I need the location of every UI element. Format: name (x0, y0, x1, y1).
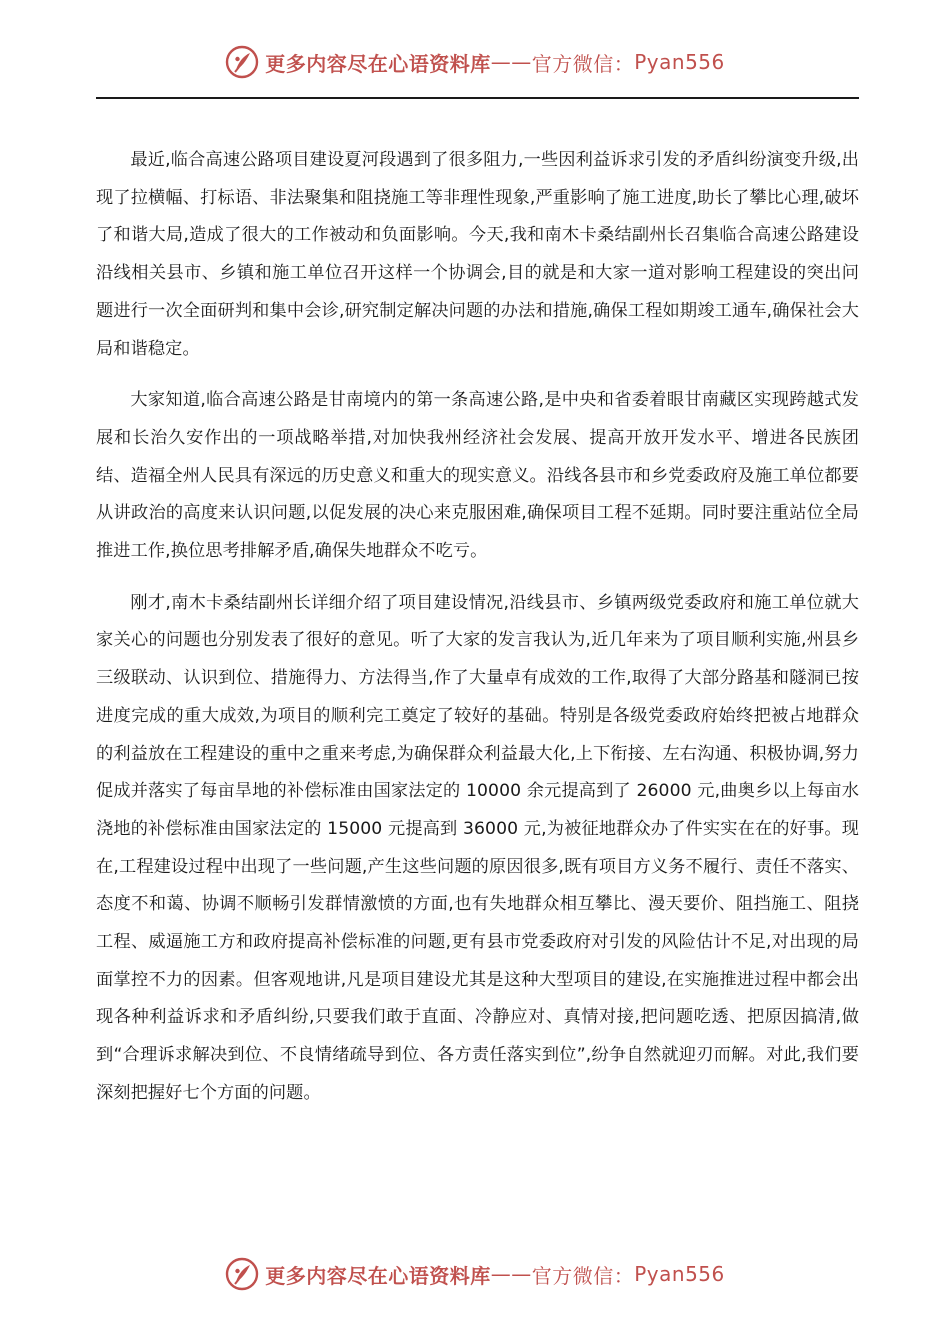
footer-banner (0, 1254, 950, 1294)
quill-pen-logo-icon (225, 1257, 259, 1291)
banner-dash: —— (490, 1262, 532, 1286)
banner-title: 更多内容尽在心语资料库 (265, 51, 491, 76)
banner-wechat-handle: Pyan556 (634, 1262, 725, 1286)
banner-wechat-label: 官方微信： (531, 51, 635, 76)
banner-title: 更多内容尽在心语资料库 (265, 1263, 491, 1288)
banner-dash: —— (490, 50, 532, 74)
document-body (96, 142, 859, 1127)
banner-wechat-handle: Pyan556 (634, 50, 725, 74)
quill-pen-logo-icon (225, 45, 259, 79)
banner-wechat-label: 官方微信： (531, 1263, 635, 1288)
paragraph: 刚才,南木卡桑结副州长详细介绍了项目建设情况,沿线县市、乡镇两级党委政府和施工单位就大家关心的问题也分别发表了很好的意见。听了大家的发言我认为,近几年来为了项目顺利实施,州县乡三级联动、认识到位、措施得力、方法得当,作了大量卓有成效的工作,取得了大部分路基和隧洞已按进度完成的重大成效,为项目的顺利完工奠定了较好的基础。特别是各级党委政府始终把被占地群众的利益放在工程建设的重中之重来考虑,为确保群众利益最大化,上下衔接、左右沟通、积极协调,努力促成并落实了每亩旱地的补偿标准由国家法定的 10000 余元提高到了 26000 元,曲奥乡以上每亩水浇地的补偿标准由国家法定的 15000 元提高到 36000 元,为被征地群众办了件实实在在的好事。现在,工程建设过程中出现了一些问题,产生这些问题的原因很多,既有项目方义务不履行、责任不落实、态度不和蔼、协调不顺畅引发群情激愤的方面,也有失地群众相互攀比、漫天要价、阻挡施工、阻挠工程、威逼施工方和政府提高补偿标准的问题,更有县市党委政府对引发的风险估计不足,对出现的局面掌控不力的因素。但客观地讲,凡是项目建设尤其是这种大型项目的建设,在实施推进过程中都会出现各种利益诉求和矛盾纠纷,只要我们敢于直面、冷静应对、真情对接,把问题吃透、把原因搞清,做到“合理诉求解决到位、不良情绪疏导到位、各方责任落实到位”,纷争自然就迎刃而解。对此,我们要深刻把握好七个方面的问题。 (96, 592, 859, 1103)
header-banner (0, 42, 950, 82)
header-divider (96, 97, 859, 99)
paragraph: 大家知道,临合高速公路是甘南境内的第一条高速公路,是中央和省委着眼甘南藏区实现跨越式发展和长治久安作出的一项战略举措,对加快我州经济社会发展、提高开放开发水平、增进各民族团结、造福全州人民具有深远的历史意义和重大的现实意义。沿线各县市和乡党委政府及施工单位都要从讲政治的高度来认识问题,以促发展的决心来克服困难,确保项目工程不延期。同时要注重站位全局推进工作,换位思考排解矛盾,确保失地群众不吃亏。 (96, 390, 859, 562)
paragraph: 最近,临合高速公路项目建设夏河段遇到了很多阻力,一些因利益诉求引发的矛盾纠纷演变升级,出现了拉横幅、打标语、非法聚集和阻挠施工等非理性现象,严重影响了施工进度,助长了攀比心理,破坏了和谐大局,造成了很大的工作被动和负面影响。今天,我和南木卡桑结副州长召集临合高速公路建设沿线相关县市、乡镇和施工单位召开这样一个协调会,目的就是和大家一道对影响工程建设的突出问题进行一次全面研判和集中会诊,研究制定解决问题的办法和措施,确保工程如期竣工通车,确保社会大局和谐稳定。 (96, 150, 859, 359)
